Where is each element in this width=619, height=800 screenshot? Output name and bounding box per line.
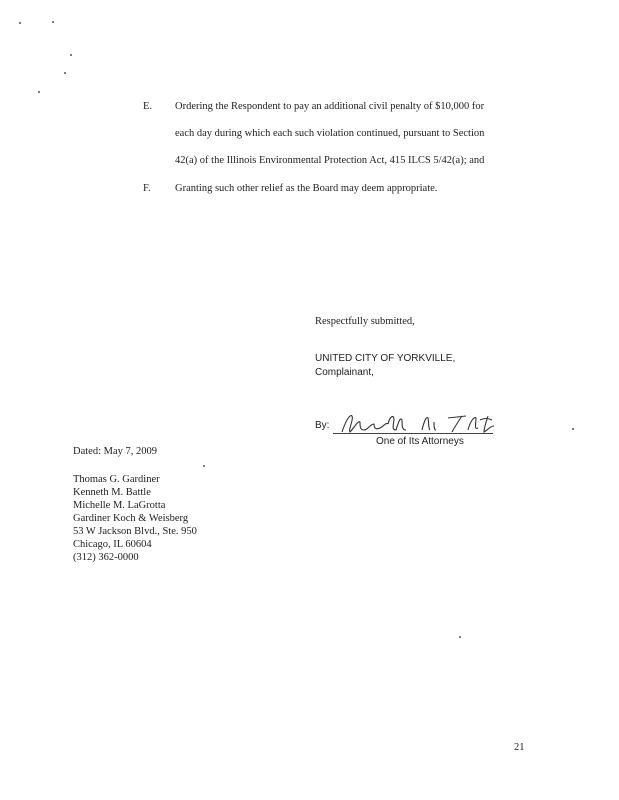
clause-e-line-3: 42(a) of the Illinois Environmental Protection Act, 415 ILCS 5/42(a); and (175, 155, 485, 166)
clause-f-line-1: Granting such other relief as the Board may deem appropriate. (175, 183, 438, 194)
scan-speck (203, 465, 205, 467)
signature-line (333, 433, 493, 434)
clause-e-line-1: Ordering the Respondent to pay an additional civil penalty of $10,000 for (175, 101, 485, 112)
scan-speck (70, 54, 72, 56)
attorney-block-line: Thomas G. Gardiner (73, 474, 160, 485)
by-label: By: (315, 420, 330, 431)
attorney-block-line: Kenneth M. Battle (73, 487, 151, 498)
attorney-block-line: Michelle M. LaGrotta (73, 500, 166, 511)
attorney-block-line: 53 W Jackson Blvd., Ste. 950 (73, 526, 197, 537)
scan-speck (64, 72, 66, 74)
attorney-block-line: (312) 362-0000 (73, 552, 139, 563)
clause-f-letter: F. (143, 183, 151, 194)
scan-speck (572, 428, 574, 430)
party-role: Complainant, (315, 367, 374, 378)
attorney-block-line: Chicago, IL 60604 (73, 539, 152, 550)
clause-e-line-2: each day during which each such violation continued, pursuant to Section (175, 128, 485, 139)
scan-speck (38, 91, 40, 93)
attorney-block-line: Gardiner Koch & Weisberg (73, 513, 189, 524)
clause-e-letter: E. (143, 101, 153, 112)
attorney-caption: One of Its Attorneys (376, 436, 464, 447)
scan-speck (19, 22, 21, 24)
scan-speck (459, 636, 461, 638)
party-name: UNITED CITY OF YORKVILLE, (315, 353, 456, 364)
dated-line: Dated: May 7, 2009 (73, 446, 157, 457)
respectfully-submitted: Respectfully submitted, (315, 316, 415, 327)
scan-speck (52, 21, 54, 23)
page-number: 21 (514, 742, 525, 753)
